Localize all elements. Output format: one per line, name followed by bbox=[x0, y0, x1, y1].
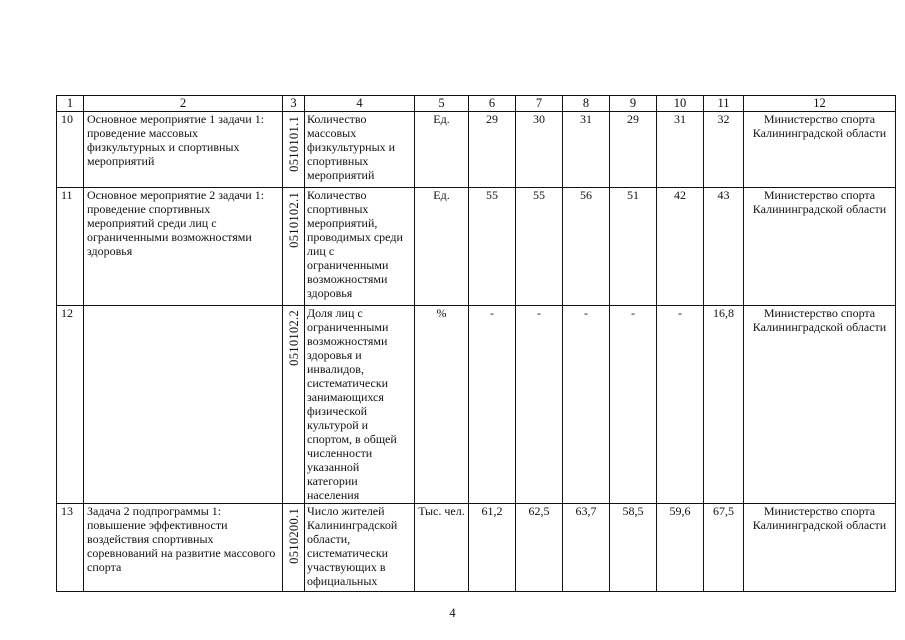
value-cell: 31 bbox=[563, 112, 610, 188]
indicator-name: Доля лиц с ограниченными возможностями здоровья и инвалидов, систематически занимающихся физической культурой и спортом, в общей численности указанной категории населения bbox=[305, 306, 415, 504]
column-header: 2 bbox=[84, 96, 283, 112]
indicator-name: Количество спортивных мероприятий, проводимых среди лиц с ограниченными возможностями здоровья bbox=[305, 188, 415, 306]
responsible-executor: Министерство спорта Калининградской области bbox=[744, 112, 896, 188]
code-cell bbox=[283, 504, 305, 592]
page-number: 4 bbox=[449, 606, 456, 620]
responsible-executor: Министерство спорта Калининградской области bbox=[744, 188, 896, 306]
value-cell: - bbox=[610, 306, 657, 504]
table-row bbox=[57, 188, 896, 306]
column-header: 6 bbox=[469, 96, 516, 112]
table-row bbox=[57, 306, 896, 504]
value-cell: 67,5 bbox=[704, 504, 744, 592]
indicator-name: Число жителей Калининградской области, систематически участвующих в официальных bbox=[305, 504, 415, 592]
value-cell: - bbox=[657, 306, 704, 504]
value-cell: 16,8 bbox=[704, 306, 744, 504]
indicator-name: Количество массовых физкультурных и спортивных мероприятий bbox=[305, 112, 415, 188]
activity-code: 0510102.1 bbox=[286, 192, 301, 248]
value-cell: 32 bbox=[704, 112, 744, 188]
value-cell: 58,5 bbox=[610, 504, 657, 592]
value-cell: - bbox=[563, 306, 610, 504]
activity-code: 0510102.2 bbox=[286, 310, 301, 366]
value-cell: 55 bbox=[516, 188, 563, 306]
unit: Ед. bbox=[415, 112, 469, 188]
value-cell: 30 bbox=[516, 112, 563, 188]
value-cell: 42 bbox=[657, 188, 704, 306]
row-number: 13 bbox=[57, 504, 84, 592]
column-header: 4 bbox=[305, 96, 415, 112]
code-cell bbox=[283, 112, 305, 188]
activity-code: 0510101.1 bbox=[286, 116, 301, 172]
value-cell: 29 bbox=[610, 112, 657, 188]
value-cell: - bbox=[516, 306, 563, 504]
column-header: 10 bbox=[657, 96, 704, 112]
column-header: 5 bbox=[415, 96, 469, 112]
value-cell: 29 bbox=[469, 112, 516, 188]
code-cell bbox=[283, 306, 305, 504]
value-cell: - bbox=[469, 306, 516, 504]
activity-name: Основное мероприятие 2 задачи 1: проведение спортивных мероприятий среди лиц с ограниченными возможностями здоровья bbox=[84, 188, 283, 306]
activity-code: 0510200.1 bbox=[286, 508, 301, 564]
value-cell: 55 bbox=[469, 188, 516, 306]
column-header: 7 bbox=[516, 96, 563, 112]
value-cell: 63,7 bbox=[563, 504, 610, 592]
activity-name bbox=[84, 306, 283, 504]
code-cell bbox=[283, 188, 305, 306]
column-header: 3 bbox=[283, 96, 305, 112]
column-header: 1 bbox=[57, 96, 84, 112]
row-number: 12 bbox=[57, 306, 84, 504]
unit: Тыс. чел. bbox=[415, 504, 469, 592]
row-number: 11 bbox=[57, 188, 84, 306]
responsible-executor: Министерство спорта Калининградской области bbox=[744, 504, 896, 592]
value-cell: 59,6 bbox=[657, 504, 704, 592]
row-number: 10 bbox=[57, 112, 84, 188]
unit: % bbox=[415, 306, 469, 504]
table-row bbox=[57, 112, 896, 188]
value-cell: 43 bbox=[704, 188, 744, 306]
table-row bbox=[57, 504, 896, 592]
column-header: 12 bbox=[744, 96, 896, 112]
column-header: 9 bbox=[610, 96, 657, 112]
activity-name: Основное мероприятие 1 задачи 1: проведение массовых физкультурных и спортивных мероприятий bbox=[84, 112, 283, 188]
column-header: 11 bbox=[704, 96, 744, 112]
value-cell: 56 bbox=[563, 188, 610, 306]
value-cell: 31 bbox=[657, 112, 704, 188]
header-row bbox=[57, 96, 896, 112]
activity-name: Задача 2 подпрограммы 1: повышение эффективности воздействия спортивных соревнований на развитие массового спорта bbox=[84, 504, 283, 592]
column-header: 8 bbox=[563, 96, 610, 112]
value-cell: 62,5 bbox=[516, 504, 563, 592]
value-cell: 61,2 bbox=[469, 504, 516, 592]
unit: Ед. bbox=[415, 188, 469, 306]
value-cell: 51 bbox=[610, 188, 657, 306]
indicators-table bbox=[56, 95, 896, 592]
responsible-executor: Министерство спорта Калининградской области bbox=[744, 306, 896, 504]
